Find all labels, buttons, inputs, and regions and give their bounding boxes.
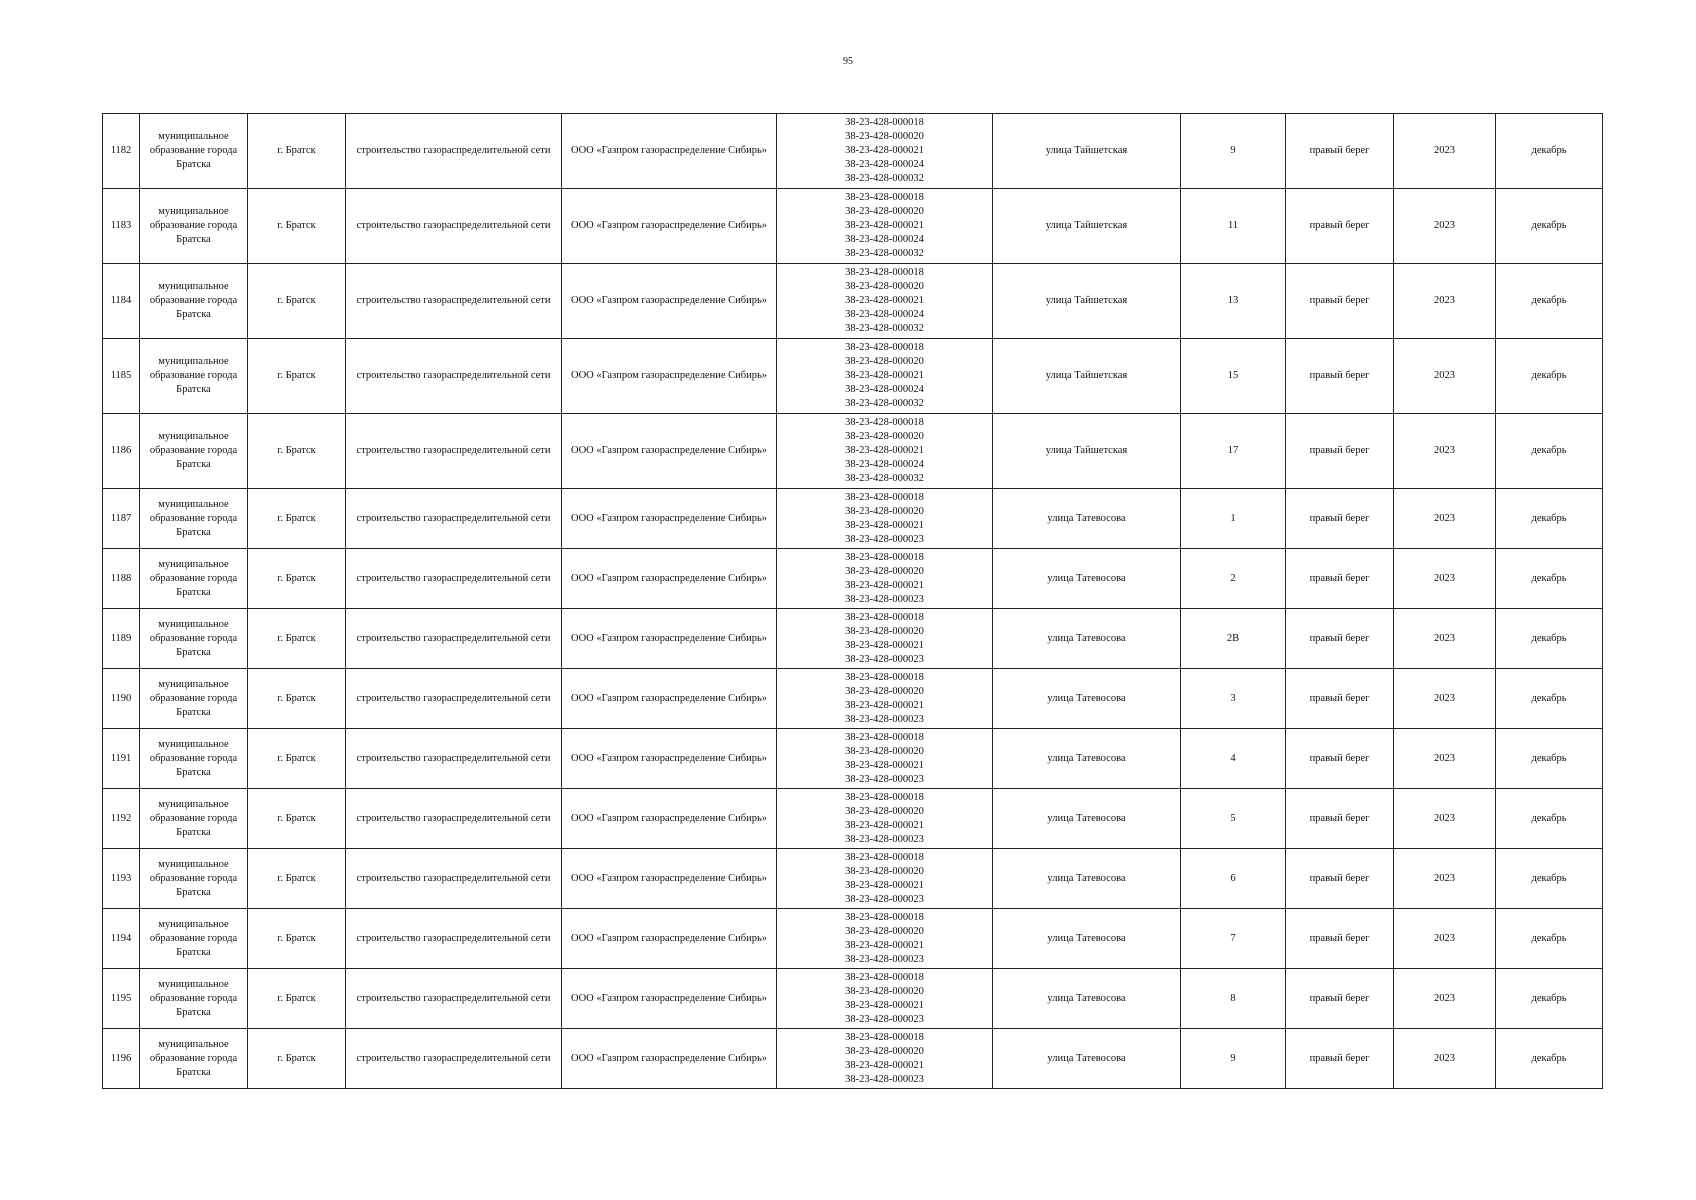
cadastral-code: 38-23-428-000032: [845, 173, 924, 184]
year-cell: 2023: [1394, 549, 1496, 609]
cadastral-code: 38-23-428-000021: [845, 519, 924, 531]
organization-cell: ООО «Газпром газораспределение Сибирь»: [562, 489, 777, 549]
register-table: [102, 113, 1603, 1089]
bank-side-cell: правый берег: [1286, 264, 1394, 339]
house-number-cell: 15: [1181, 339, 1286, 414]
bank-side-cell: правый берег: [1286, 1029, 1394, 1089]
city-cell: г. Братск: [248, 114, 346, 189]
bank-side-cell: правый берег: [1286, 849, 1394, 909]
cadastral-code: 38-23-428-000032: [845, 473, 924, 484]
house-number-cell: 8: [1181, 969, 1286, 1029]
house-number-cell: 6: [1181, 849, 1286, 909]
table-row: [103, 339, 1603, 414]
cadastral-codes-cell: [777, 339, 993, 414]
organization-cell: ООО «Газпром газораспределение Сибирь»: [562, 1029, 777, 1089]
cadastral-code: 38-23-428-000020: [845, 431, 924, 442]
cadastral-codes-cell: [777, 489, 993, 549]
cadastral-codes-cell: [777, 264, 993, 339]
month-cell: декабрь: [1496, 729, 1603, 789]
organization-cell: ООО «Газпром газораспределение Сибирь»: [562, 114, 777, 189]
page-number: 95: [843, 56, 853, 67]
cadastral-code: 38-23-428-000023: [845, 893, 924, 905]
table-row: [103, 849, 1603, 909]
city-cell: г. Братск: [248, 189, 346, 264]
organization-cell: ООО «Газпром газораспределение Сибирь»: [562, 609, 777, 669]
table-row: [103, 729, 1603, 789]
cadastral-code: 38-23-428-000021: [845, 939, 924, 951]
cadastral-code: 38-23-428-000020: [845, 356, 924, 367]
municipality-cell: муниципальное образование города Братска: [140, 189, 248, 264]
city-cell: г. Братск: [248, 264, 346, 339]
table-row: [103, 414, 1603, 489]
cadastral-codes-cell: [777, 414, 993, 489]
year-cell: 2023: [1394, 729, 1496, 789]
cadastral-codes-cell: [777, 669, 993, 729]
month-cell: декабрь: [1496, 909, 1603, 969]
month-cell: декабрь: [1496, 609, 1603, 669]
row-number-cell: 1187: [103, 489, 140, 549]
year-cell: 2023: [1394, 969, 1496, 1029]
city-cell: г. Братск: [248, 849, 346, 909]
cadastral-code: 38-23-428-000024: [845, 459, 924, 470]
cadastral-code: 38-23-428-000024: [845, 384, 924, 395]
table-row: [103, 909, 1603, 969]
street-cell: улица Тайшетская: [993, 114, 1181, 189]
row-number-cell: 1194: [103, 909, 140, 969]
bank-side-cell: правый берег: [1286, 789, 1394, 849]
house-number-cell: 7: [1181, 909, 1286, 969]
municipality-cell: муниципальное образование города Братска: [140, 609, 248, 669]
street-cell: улица Тайшетская: [993, 189, 1181, 264]
cadastral-code: 38-23-428-000021: [845, 1059, 924, 1071]
cadastral-code: 38-23-428-000023: [845, 833, 924, 845]
organization-cell: ООО «Газпром газораспределение Сибирь»: [562, 849, 777, 909]
street-cell: улица Татевосова: [993, 549, 1181, 609]
cadastral-code: 38-23-428-000020: [845, 865, 924, 877]
table-row: [103, 969, 1603, 1029]
cadastral-code: 38-23-428-000020: [845, 505, 924, 517]
cadastral-code: 38-23-428-000032: [845, 248, 924, 259]
municipality-cell: муниципальное образование города Братска: [140, 264, 248, 339]
organization-cell: ООО «Газпром газораспределение Сибирь»: [562, 969, 777, 1029]
year-cell: 2023: [1394, 189, 1496, 264]
work-type-cell: строительство газораспределительной сети: [346, 789, 562, 849]
house-number-cell: 3: [1181, 669, 1286, 729]
work-type-cell: строительство газораспределительной сети: [346, 114, 562, 189]
cadastral-code: 38-23-428-000020: [845, 281, 924, 292]
month-cell: декабрь: [1496, 1029, 1603, 1089]
cadastral-code: 38-23-428-000018: [845, 117, 924, 128]
cadastral-code: 38-23-428-000023: [845, 593, 924, 605]
cadastral-code: 38-23-428-000018: [845, 731, 924, 743]
year-cell: 2023: [1394, 669, 1496, 729]
cadastral-codes-cell: [777, 729, 993, 789]
cadastral-code: 38-23-428-000020: [845, 625, 924, 637]
table-row: [103, 114, 1603, 189]
street-cell: улица Татевосова: [993, 1029, 1181, 1089]
year-cell: 2023: [1394, 264, 1496, 339]
cadastral-code: 38-23-428-000018: [845, 342, 924, 353]
work-type-cell: строительство газораспределительной сети: [346, 669, 562, 729]
city-cell: г. Братск: [248, 489, 346, 549]
table-row: [103, 609, 1603, 669]
cadastral-codes-cell: [777, 789, 993, 849]
cadastral-codes-cell: [777, 1029, 993, 1089]
table-row: [103, 789, 1603, 849]
street-cell: улица Татевосова: [993, 789, 1181, 849]
bank-side-cell: правый берег: [1286, 489, 1394, 549]
row-number-cell: 1185: [103, 339, 140, 414]
street-cell: улица Татевосова: [993, 489, 1181, 549]
row-number-cell: 1195: [103, 969, 140, 1029]
cadastral-code: 38-23-428-000020: [845, 206, 924, 217]
cadastral-code: 38-23-428-000020: [845, 925, 924, 937]
cadastral-codes-cell: [777, 909, 993, 969]
row-number-cell: 1182: [103, 114, 140, 189]
table-row: [103, 1029, 1603, 1089]
street-cell: улица Татевосова: [993, 609, 1181, 669]
cadastral-code: 38-23-428-000023: [845, 533, 924, 545]
house-number-cell: 9: [1181, 114, 1286, 189]
bank-side-cell: правый берег: [1286, 414, 1394, 489]
row-number-cell: 1186: [103, 414, 140, 489]
municipality-cell: муниципальное образование города Братска: [140, 729, 248, 789]
bank-side-cell: правый берег: [1286, 729, 1394, 789]
register-body: [103, 114, 1603, 1089]
work-type-cell: строительство газораспределительной сети: [346, 489, 562, 549]
bank-side-cell: правый берег: [1286, 969, 1394, 1029]
municipality-cell: муниципальное образование города Братска: [140, 549, 248, 609]
cadastral-code: 38-23-428-000018: [845, 611, 924, 623]
organization-cell: ООО «Газпром газораспределение Сибирь»: [562, 414, 777, 489]
year-cell: 2023: [1394, 609, 1496, 669]
cadastral-code: 38-23-428-000023: [845, 1073, 924, 1085]
city-cell: г. Братск: [248, 609, 346, 669]
house-number-cell: 2: [1181, 549, 1286, 609]
year-cell: 2023: [1394, 414, 1496, 489]
street-cell: улица Татевосова: [993, 969, 1181, 1029]
bank-side-cell: правый берег: [1286, 669, 1394, 729]
bank-side-cell: правый берег: [1286, 339, 1394, 414]
work-type-cell: строительство газораспределительной сети: [346, 609, 562, 669]
month-cell: декабрь: [1496, 669, 1603, 729]
row-number-cell: 1184: [103, 264, 140, 339]
row-number-cell: 1188: [103, 549, 140, 609]
work-type-cell: строительство газораспределительной сети: [346, 549, 562, 609]
cadastral-code: 38-23-428-000021: [845, 145, 924, 156]
cadastral-code: 38-23-428-000018: [845, 911, 924, 923]
city-cell: г. Братск: [248, 669, 346, 729]
month-cell: декабрь: [1496, 849, 1603, 909]
cadastral-code: 38-23-428-000018: [845, 551, 924, 563]
organization-cell: ООО «Газпром газораспределение Сибирь»: [562, 549, 777, 609]
cadastral-code: 38-23-428-000020: [845, 985, 924, 997]
cadastral-code: 38-23-428-000032: [845, 323, 924, 334]
city-cell: г. Братск: [248, 414, 346, 489]
street-cell: улица Тайшетская: [993, 339, 1181, 414]
row-number-cell: 1191: [103, 729, 140, 789]
bank-side-cell: правый берег: [1286, 549, 1394, 609]
work-type-cell: строительство газораспределительной сети: [346, 969, 562, 1029]
house-number-cell: 2В: [1181, 609, 1286, 669]
organization-cell: ООО «Газпром газораспределение Сибирь»: [562, 339, 777, 414]
organization-cell: ООО «Газпром газораспределение Сибирь»: [562, 789, 777, 849]
organization-cell: ООО «Газпром газораспределение Сибирь»: [562, 189, 777, 264]
house-number-cell: 9: [1181, 1029, 1286, 1089]
house-number-cell: 17: [1181, 414, 1286, 489]
table-row: [103, 264, 1603, 339]
bank-side-cell: правый берег: [1286, 114, 1394, 189]
month-cell: декабрь: [1496, 489, 1603, 549]
cadastral-code: 38-23-428-000021: [845, 220, 924, 231]
cadastral-code: 38-23-428-000023: [845, 1013, 924, 1025]
table-row: [103, 189, 1603, 264]
cadastral-code: 38-23-428-000018: [845, 671, 924, 683]
month-cell: декабрь: [1496, 969, 1603, 1029]
city-cell: г. Братск: [248, 549, 346, 609]
bank-side-cell: правый берег: [1286, 909, 1394, 969]
cadastral-code: 38-23-428-000032: [845, 398, 924, 409]
work-type-cell: строительство газораспределительной сети: [346, 909, 562, 969]
table-row: [103, 489, 1603, 549]
street-cell: улица Татевосова: [993, 849, 1181, 909]
street-cell: улица Тайшетская: [993, 264, 1181, 339]
cadastral-code: 38-23-428-000023: [845, 953, 924, 965]
cadastral-code: 38-23-428-000020: [845, 565, 924, 577]
cadastral-code: 38-23-428-000021: [845, 579, 924, 591]
cadastral-code: 38-23-428-000020: [845, 685, 924, 697]
municipality-cell: муниципальное образование города Братска: [140, 849, 248, 909]
row-number-cell: 1193: [103, 849, 140, 909]
cadastral-code: 38-23-428-000023: [845, 773, 924, 785]
cadastral-code: 38-23-428-000018: [845, 851, 924, 863]
month-cell: декабрь: [1496, 264, 1603, 339]
street-cell: улица Тайшетская: [993, 414, 1181, 489]
cadastral-code: 38-23-428-000021: [845, 295, 924, 306]
bank-side-cell: правый берег: [1286, 189, 1394, 264]
city-cell: г. Братск: [248, 969, 346, 1029]
year-cell: 2023: [1394, 789, 1496, 849]
cadastral-code: 38-23-428-000018: [845, 791, 924, 803]
municipality-cell: муниципальное образование города Братска: [140, 969, 248, 1029]
street-cell: улица Татевосова: [993, 669, 1181, 729]
cadastral-code: 38-23-428-000020: [845, 805, 924, 817]
cadastral-code: 38-23-428-000020: [845, 745, 924, 757]
cadastral-codes-cell: [777, 549, 993, 609]
table-row: [103, 549, 1603, 609]
municipality-cell: муниципальное образование города Братска: [140, 669, 248, 729]
organization-cell: ООО «Газпром газораспределение Сибирь»: [562, 729, 777, 789]
municipality-cell: муниципальное образование города Братска: [140, 114, 248, 189]
row-number-cell: 1189: [103, 609, 140, 669]
table-row: [103, 669, 1603, 729]
city-cell: г. Братск: [248, 789, 346, 849]
cadastral-code: 38-23-428-000021: [845, 445, 924, 456]
cadastral-code: 38-23-428-000018: [845, 192, 924, 203]
city-cell: г. Братск: [248, 909, 346, 969]
month-cell: декабрь: [1496, 549, 1603, 609]
house-number-cell: 4: [1181, 729, 1286, 789]
year-cell: 2023: [1394, 339, 1496, 414]
year-cell: 2023: [1394, 1029, 1496, 1089]
organization-cell: ООО «Газпром газораспределение Сибирь»: [562, 669, 777, 729]
month-cell: декабрь: [1496, 189, 1603, 264]
row-number-cell: 1192: [103, 789, 140, 849]
city-cell: г. Братск: [248, 339, 346, 414]
cadastral-code: 38-23-428-000018: [845, 417, 924, 428]
cadastral-code: 38-23-428-000021: [845, 699, 924, 711]
year-cell: 2023: [1394, 489, 1496, 549]
cadastral-code: 38-23-428-000021: [845, 819, 924, 831]
city-cell: г. Братск: [248, 1029, 346, 1089]
row-number-cell: 1196: [103, 1029, 140, 1089]
work-type-cell: строительство газораспределительной сети: [346, 414, 562, 489]
work-type-cell: строительство газораспределительной сети: [346, 264, 562, 339]
cadastral-code: 38-23-428-000018: [845, 1031, 924, 1043]
year-cell: 2023: [1394, 849, 1496, 909]
cadastral-codes-cell: [777, 849, 993, 909]
cadastral-code: 38-23-428-000024: [845, 159, 924, 170]
month-cell: декабрь: [1496, 414, 1603, 489]
work-type-cell: строительство газораспределительной сети: [346, 1029, 562, 1089]
street-cell: улица Татевосова: [993, 729, 1181, 789]
cadastral-codes-cell: [777, 189, 993, 264]
work-type-cell: строительство газораспределительной сети: [346, 729, 562, 789]
work-type-cell: строительство газораспределительной сети: [346, 339, 562, 414]
cadastral-code: 38-23-428-000018: [845, 267, 924, 278]
cadastral-code: 38-23-428-000020: [845, 131, 924, 142]
cadastral-code: 38-23-428-000020: [845, 1045, 924, 1057]
municipality-cell: муниципальное образование города Братска: [140, 414, 248, 489]
organization-cell: ООО «Газпром газораспределение Сибирь»: [562, 264, 777, 339]
house-number-cell: 11: [1181, 189, 1286, 264]
municipality-cell: муниципальное образование города Братска: [140, 789, 248, 849]
cadastral-codes-cell: [777, 609, 993, 669]
cadastral-code: 38-23-428-000021: [845, 639, 924, 651]
cadastral-code: 38-23-428-000024: [845, 309, 924, 320]
municipality-cell: муниципальное образование города Братска: [140, 909, 248, 969]
cadastral-code: 38-23-428-000024: [845, 234, 924, 245]
work-type-cell: строительство газораспределительной сети: [346, 189, 562, 264]
cadastral-code: 38-23-428-000018: [845, 971, 924, 983]
cadastral-codes-cell: [777, 114, 993, 189]
organization-cell: ООО «Газпром газораспределение Сибирь»: [562, 909, 777, 969]
row-number-cell: 1190: [103, 669, 140, 729]
month-cell: декабрь: [1496, 789, 1603, 849]
year-cell: 2023: [1394, 114, 1496, 189]
month-cell: декабрь: [1496, 339, 1603, 414]
cadastral-code: 38-23-428-000023: [845, 653, 924, 665]
cadastral-codes-cell: [777, 969, 993, 1029]
house-number-cell: 13: [1181, 264, 1286, 339]
house-number-cell: 5: [1181, 789, 1286, 849]
street-cell: улица Татевосова: [993, 909, 1181, 969]
house-number-cell: 1: [1181, 489, 1286, 549]
city-cell: г. Братск: [248, 729, 346, 789]
cadastral-code: 38-23-428-000018: [845, 491, 924, 503]
municipality-cell: муниципальное образование города Братска: [140, 1029, 248, 1089]
month-cell: декабрь: [1496, 114, 1603, 189]
municipality-cell: муниципальное образование города Братска: [140, 489, 248, 549]
cadastral-code: 38-23-428-000021: [845, 879, 924, 891]
cadastral-code: 38-23-428-000023: [845, 713, 924, 725]
municipality-cell: муниципальное образование города Братска: [140, 339, 248, 414]
row-number-cell: 1183: [103, 189, 140, 264]
bank-side-cell: правый берег: [1286, 609, 1394, 669]
cadastral-code: 38-23-428-000021: [845, 759, 924, 771]
year-cell: 2023: [1394, 909, 1496, 969]
cadastral-code: 38-23-428-000021: [845, 370, 924, 381]
work-type-cell: строительство газораспределительной сети: [346, 849, 562, 909]
cadastral-code: 38-23-428-000021: [845, 999, 924, 1011]
